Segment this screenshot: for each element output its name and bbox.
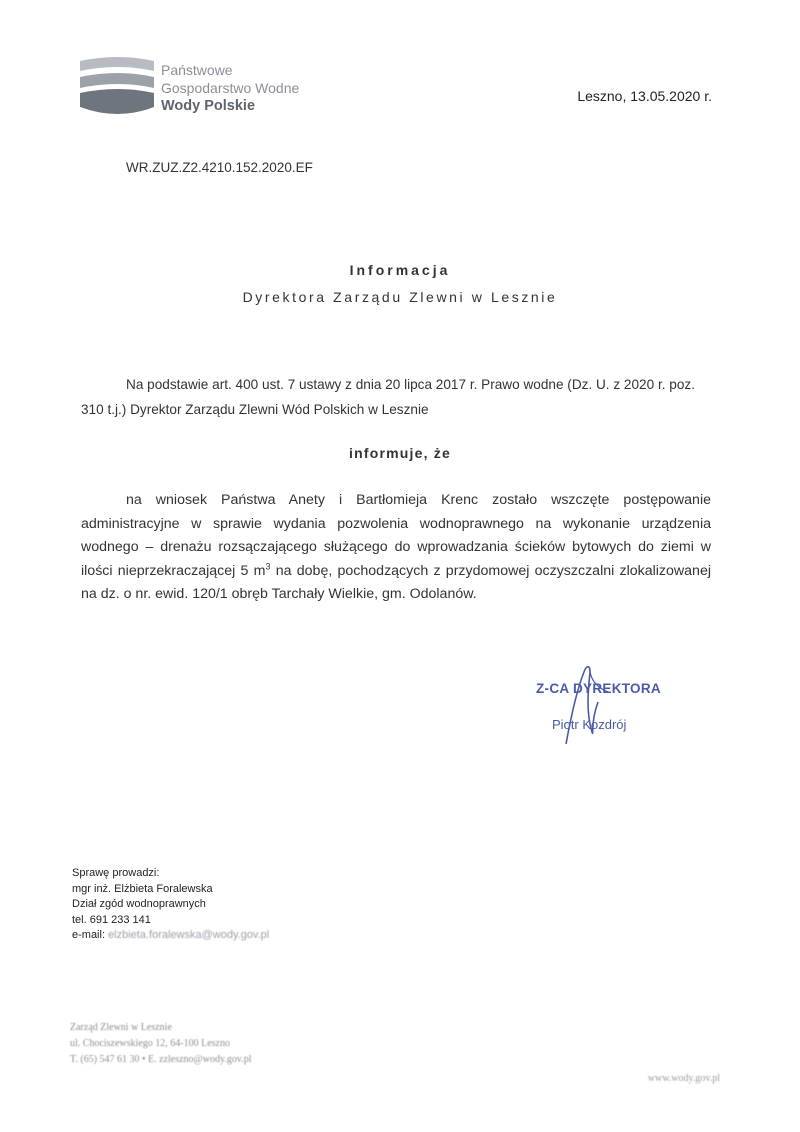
signature-stamp <box>528 662 668 752</box>
footer-line-1: Zarząd Zlewni w Lesznie <box>70 1022 172 1033</box>
handwritten-signature-icon <box>528 662 668 752</box>
superscript-cubic: 3 <box>265 560 271 571</box>
contact-line-4: tel. 691 233 141 <box>72 913 151 926</box>
document-title: Informacja <box>349 262 451 278</box>
email-link[interactable]: elzbieta.foralewska@wody.gov.pl <box>108 929 270 941</box>
logo-line-2: Gospodarstwo Wodne <box>161 80 300 96</box>
logo-text <box>161 61 299 115</box>
notice-text-part-1: na wniosek Państwa Anety i Bartłomieja Krenc zostało wszczęte postępowanie administracyjne w sprawie wydania pozwolenia wodnoprawnego na wykonanie urządzenia wodnego – drenażu rozsączającego służącego do wprowadzania ścieków bytowych do ziemi w ilości nieprzekraczającej 5 m <box>81 492 711 579</box>
footer-line-3: T. (65) 547 61 30 • E. zzleszno@wody.gov.pl <box>70 1054 252 1065</box>
notice-text-part-2: na dobę, pochodzących z przydomowej oczyszczalni zlokalizowanej na dz. o nr. ewid. 120/1 obręb Tarchały Wielkie, gm. Odolanów. <box>81 562 711 602</box>
reference-number: WR.ZUZ.Z2.4210.152.2020.EF <box>126 160 313 175</box>
signatory-name: Piotr Kozdrój <box>552 717 627 732</box>
legal-basis-paragraph: Na podstawie art. 400 ust. 7 ustawy z dnia 20 lipca 2017 r. Prawo wodne (Dz. U. z 2020 r. poz. 310 t.j.) Dyrektor Zarządu Zlewni Wód Polskich w Lesznie <box>81 377 695 417</box>
footer-website[interactable]: www.wody.gov.pl <box>647 1073 720 1084</box>
contact-block <box>72 866 269 944</box>
logo-line-3: Wody Polskie <box>161 98 256 114</box>
contact-email <box>72 928 269 944</box>
contact-line-2: mgr inż. Elżbieta Foralewska <box>72 882 213 895</box>
footer-line-2: ul. Chociszewskiego 12, 64-100 Leszno <box>70 1038 230 1049</box>
email-label: e-mail: <box>72 929 109 941</box>
wave-logo-icon <box>78 55 158 125</box>
logo-line-1: Państwowe <box>161 62 233 78</box>
organization-logo <box>78 55 338 125</box>
document-subtitle: Dyrektora Zarządu Zlewni w Lesznie <box>242 289 558 305</box>
notice-paragraph <box>81 489 711 607</box>
contact-line-1: Sprawę prowadzi: <box>72 867 160 879</box>
document-date: Leszno, 13.05.2020 r. <box>577 88 712 104</box>
contact-line-3: Dział zgód wodnoprawnych <box>72 898 206 910</box>
signatory-title: Z-CA DYREKTORA <box>536 681 661 696</box>
footer-address <box>70 1020 251 1068</box>
informs-heading: informuje, że <box>349 445 451 461</box>
